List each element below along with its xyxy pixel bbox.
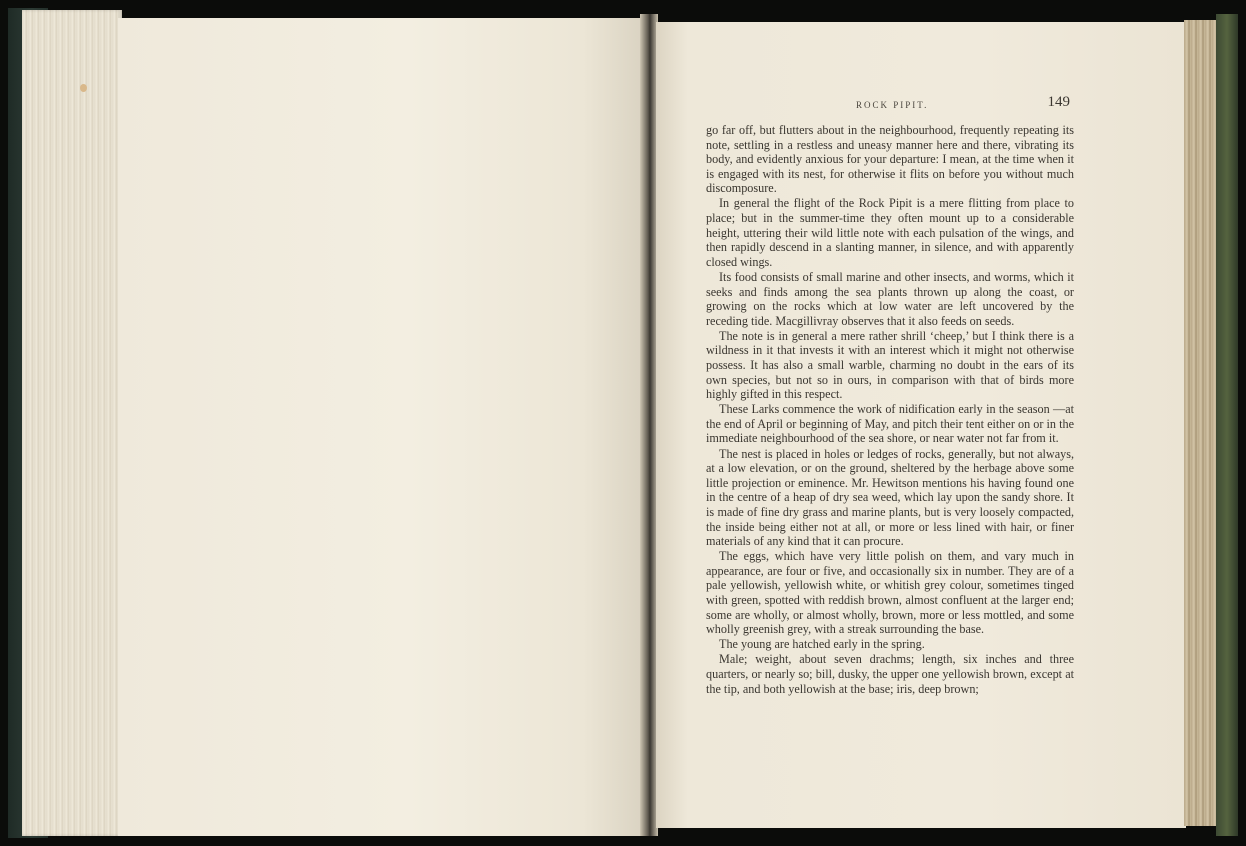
page-header <box>700 94 1080 114</box>
paragraph: The eggs, which have very little polish on them, and vary much in appearance, are four or five, and occasionally six in number. They are of a pale yellowish, yellowish white, or whitish grey colour, sometimes tinged with green, spotted with reddish brown, almost confluent at the larger end; some are wholly, or almost wholly, brown, more or less mottled, and some wholly greenish grey, with a streak surrounding the base. <box>706 549 1074 637</box>
paragraph: The nest is placed in holes or ledges of rocks, generally, but not always, at a low elevation, or on the ground, sheltered by the herbage above some little projection or eminence. Mr. Hewitson mentions his having found one in the centre of a heap of dry sea weed, which lay upon the sandy shore. It is made of fine dry grass and marine plants, but is very loosely compacted, the inside being either not at all, or more or less lined with hair, or finer materials of any kind that it can procure. <box>706 446 1074 549</box>
paper-stain <box>80 84 87 92</box>
paragraph: The young are hatched early in the spring. <box>719 637 925 652</box>
left-page-blank <box>118 18 646 836</box>
paragraph: In general the flight of the Rock Pipit is a mere flitting from place to place; but in the summer-time they often mount up to a considerable height, uttering their wild little note with each pulsation of the wings, and then rapidly descend in a slanting manner, in silence, and with apparently closed wings. <box>706 196 1074 269</box>
paragraph: go far off, but flutters about in the neighbourhood, frequently repeating its note, settling in a restless and uneasy manner here and there, vibrating its body, and evidently anxious for your departure: I mean, at the time when it is engaged with its nest, for otherwise it flits on before you without much discomposure. <box>706 123 1074 196</box>
body-text <box>706 123 1074 697</box>
paragraph: These Larks commence the work of nidification early in the season —at the end of April or beginning of May, and pitch their tent either on or in the immediate neighbourhood of the sea shore, or near water not far from it. <box>706 402 1074 446</box>
right-page-edges <box>1184 20 1220 826</box>
right-cover <box>1216 14 1238 836</box>
page-number: 149 <box>1047 94 1070 110</box>
paragraph: The note is in general a mere rather shrill ‘cheep,’ but I think there is a wildness in it that invests it with an interest which it might not otherwise possess. It has also a small warble, charming no doubt in the ears of its own species, but not so in ours, in comparison with that of birds more highly gifted in this respect. <box>706 328 1074 402</box>
paragraph: Its food consists of small marine and other insects, and worms, which it seeks and finds among the sea plants thrown up along the coast, or growing on the rocks which at low water are left uncovered by the receding tide. Macgillivray observes that it also feeds on seeds. <box>706 269 1074 328</box>
left-page-edges <box>22 10 122 836</box>
paragraph: Male; weight, about seven drachms; length, six inches and three quarters, or nearly so; bill, dusky, the upper one yellowish brown, except at the tip, and both yellowish at the base; iris, deep brown; <box>706 652 1074 696</box>
running-head: ROCK PIPIT. <box>856 100 929 110</box>
